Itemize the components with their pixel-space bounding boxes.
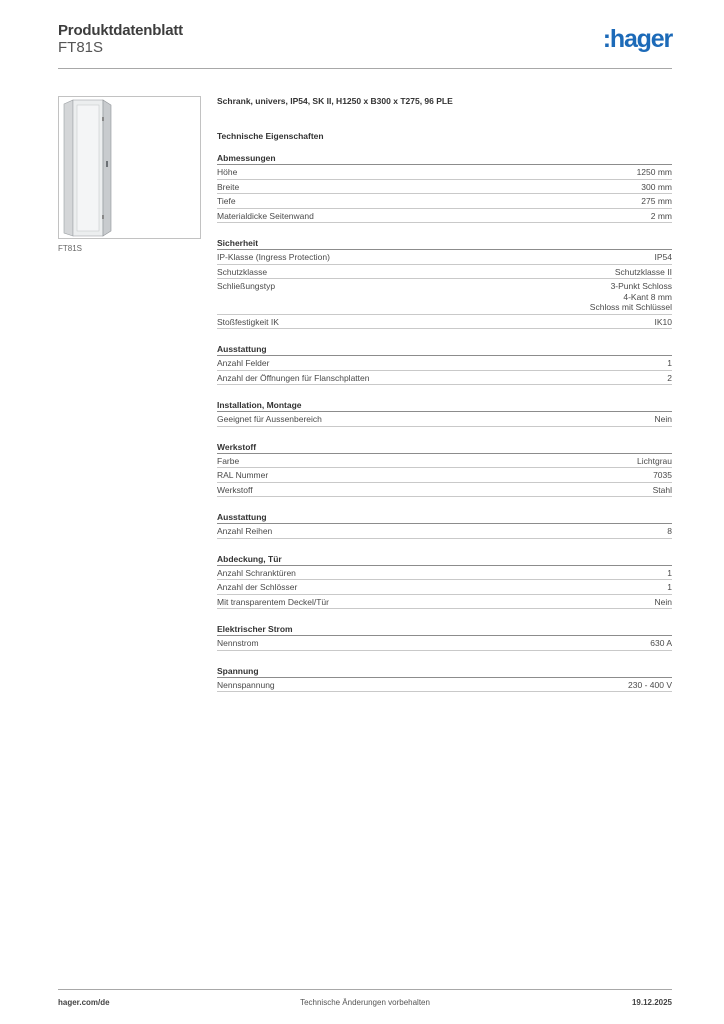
section-title: Ausstattung [217, 511, 672, 524]
section-abmessungen [217, 152, 672, 223]
product-name: Schrank, univers, IP54, SK II, H1250 x B300 x T275, 96 PLE [217, 96, 453, 106]
spec-row [217, 678, 672, 693]
spec-value: Lichtgrau [637, 455, 672, 466]
spec-row [217, 580, 672, 595]
spec-label: Anzahl der Öffnungen für Flanschplatten [217, 372, 370, 383]
spec-label: Anzahl der Schlösser [217, 582, 298, 592]
section-title: Installation, Montage [217, 399, 672, 412]
cabinet-illustration [59, 97, 200, 238]
spec-value: 300 mm [641, 181, 672, 192]
spec-label: Geeignet für Aussenbereich [217, 414, 322, 424]
spec-row [217, 250, 672, 265]
spec-value: 1250 mm [636, 167, 672, 177]
spec-row [217, 595, 672, 610]
spec-label: Anzahl Reihen [217, 526, 273, 536]
spec-row [217, 165, 672, 180]
spec-row [217, 566, 672, 581]
spec-row [217, 371, 672, 386]
header-divider [58, 68, 672, 69]
spec-value: 1 [667, 567, 672, 578]
spec-row [217, 468, 672, 483]
spec-label: Tiefe [217, 196, 236, 206]
spec-value: Nein [654, 414, 672, 424]
spec-row [217, 454, 672, 469]
section-installation [217, 399, 672, 427]
spec-label: Farbe [217, 455, 240, 466]
section-title: Elektrischer Strom [217, 623, 672, 636]
footer-note: Technische Änderungen vorbehalten [300, 998, 430, 1007]
hager-logo: :hager [602, 25, 672, 53]
spec-value: 630 A [650, 638, 672, 648]
footer-date: 19.12.2025 [631, 998, 672, 1007]
section-title: Spannung [217, 665, 672, 678]
spec-value: 230 - 400 V [628, 679, 672, 690]
spec-value: 1 [667, 358, 672, 368]
spec-value: IP54 [654, 252, 672, 262]
section-spannung [217, 665, 672, 693]
spec-value: IK10 [654, 316, 672, 327]
spec-label: Werkstoff [217, 484, 253, 495]
page-header [58, 22, 672, 70]
spec-value-line: Schloss mit Schlüssel [589, 302, 672, 312]
spec-row [217, 279, 672, 315]
spec-label: Anzahl Felder [217, 358, 270, 368]
spec-label: Nennspannung [217, 679, 275, 690]
spec-value-line: 4-Kant 8 mm [623, 291, 672, 302]
spec-label: Höhe [217, 167, 238, 177]
image-caption: FT81S [58, 244, 83, 253]
spec-label: Stoßfestigkeit IK [217, 316, 279, 327]
spec-value: 1 [667, 582, 672, 592]
spec-label: Materialdicke Seitenwand [217, 210, 314, 221]
section-title: Sicherheit [217, 237, 672, 250]
section-elektrischer-strom [217, 623, 672, 651]
spec-value-multiline [590, 281, 672, 313]
technical-properties-title: Technische Eigenschaften [217, 131, 324, 141]
spec-label: Anzahl Schranktüren [217, 567, 296, 578]
spec-value: 7035 [653, 470, 672, 480]
section-werkstoff [217, 441, 672, 498]
section-sicherheit [217, 237, 672, 329]
spec-label: Nennstrom [217, 638, 259, 648]
spec-value: 2 [667, 372, 672, 383]
spec-row [217, 265, 672, 280]
spec-label: Mit transparentem Deckel/Tür [217, 596, 329, 607]
spec-value: Nein [654, 596, 672, 607]
footer-divider [58, 989, 672, 990]
spec-label: Schutzklasse [217, 266, 268, 277]
section-abdeckung-tuer [217, 553, 672, 610]
spec-label: Breite [217, 181, 240, 192]
spec-row [217, 524, 672, 539]
section-title: Abmessungen [217, 152, 672, 165]
section-title: Ausstattung [217, 343, 672, 356]
spec-value: 8 [667, 526, 672, 536]
spec-row [217, 636, 672, 651]
spec-row [217, 483, 672, 498]
section-ausstattung [217, 343, 672, 385]
spec-row [217, 180, 672, 195]
spec-value: 2 mm [650, 210, 672, 221]
spec-label: Schließungstyp [217, 281, 276, 291]
spec-value-line: 3-Punkt Schloss [610, 281, 672, 291]
spec-row [217, 412, 672, 427]
product-image [58, 96, 201, 239]
spec-value: Stahl [652, 484, 672, 495]
product-code: FT81S [58, 39, 104, 56]
section-title: Abdeckung, Tür [217, 553, 672, 566]
spec-row [217, 356, 672, 371]
page-title: Produktdatenblatt [58, 22, 183, 39]
spec-value: Schutzklasse II [614, 266, 672, 277]
footer-website-link[interactable]: hager.com/de [58, 998, 110, 1007]
product-details [217, 95, 672, 706]
section-ausstattung-reihen [217, 511, 672, 539]
spec-row [217, 315, 672, 330]
spec-label: RAL Nummer [217, 470, 269, 480]
spec-label: IP-Klasse (Ingress Protection) [217, 252, 330, 262]
section-title: Werkstoff [217, 441, 672, 454]
spec-row [217, 209, 672, 224]
spec-value: 275 mm [641, 196, 672, 206]
spec-row [217, 194, 672, 209]
